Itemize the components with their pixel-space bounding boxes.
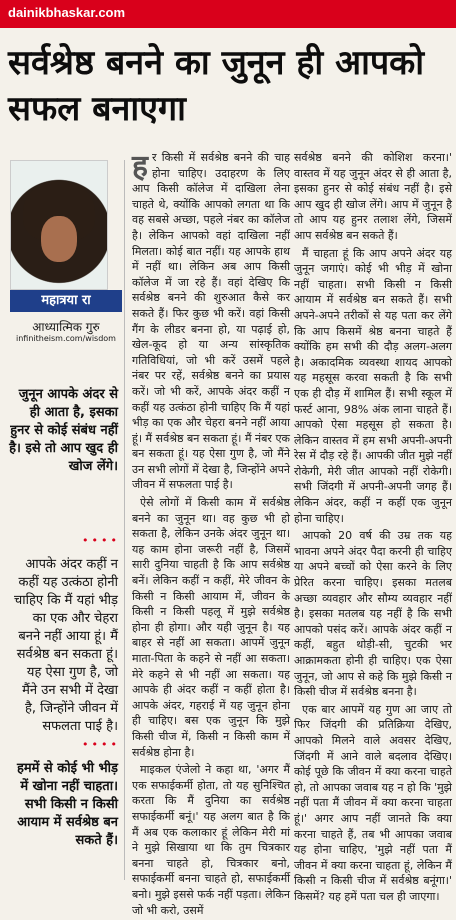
site-name[interactable]: dainikbhaskar.com <box>8 5 126 20</box>
author-face <box>41 216 77 262</box>
author-photo <box>10 160 108 290</box>
paragraph: एक बार आपमें यह गुण आ जाए तो फिर जिंदगी की प्रतिक्रिया देखिए, आपको मिलने वाले अवसर देखिए, जिंदगी में आने वाले बदलाव देखिए। कोई पूछे कि जीवन में क्या करना चाहते हो, तो आपका जवाब यह न हो कि 'मुझे नहीं पता मैं जीवन में क्या करना चाहता हूं।' अगर आप नहीं जानते कि क्या करना चाहते हैं, तब भी आपका जवाब यह होना चाहिए, 'मुझे नहीं पता मैं जीवन में क्या करना चाहता हूं, लेकिन मैं किसी न किसी चीज में सर्वश्रेष्ठ बनूंगा।' किसमें? यह हमें पता चल ही जाएगा। <box>294 702 452 903</box>
paragraph: माइकल एंजेलो ने कहा था, 'अगर मैं एक सफाईकर्मी होता, तो यह सुनिश्चित करता कि मैं दुनिया का सर्वश्रेष्ठ सफाईकर्मी बनूं।' यह अलग बात है कि मैं अब एक कलाकार हूं लेकिन मेरी मां ने मुझे सिखाया था कि तुम चित्रकार बनना चाहते हो, चित्रकार बनो, सफाईकर्मी बनना चाहते हो, सफाईकर्मी बनो। मुझे इससे फर्क नहीं पड़ता। लेकिन जो भी करो, उसमें <box>132 763 290 917</box>
paragraph: सर्वश्रेष्ठ बनने की कोशिश करना।' वास्तव में यह जुनून अंदर से ही आता है, इसका हुनर से कोई संबंध नहीं है। इसे आप खुद ही खोज लेंगे। आप में जुनून है तो आप यह हुनर तलाश लेंगे, जिसमें आप सर्वश्रेष्ठ बन सकते हैं। <box>294 151 452 242</box>
paragraph: ऐसे लोगों में किसी काम में सर्वश्रेष्ठ बनने का जुनून था। वह कुछ भी हो सकता है, लेकिन उनके अंदर जुनून था। यह काम होना जरूरी नहीं है, जिसमें सारी दुनिया चाहती है कि आप सर्वश्रेष्ठ बनें। लेकिन कहीं न कहीं, मेरे जीवन के किसी न किसी आयाम में, जीवन के किसी न किसी पहलू में मुझे सर्वश्रेष्ठ होना ही होगा। और यही जुनून है। यह बाहर से नहीं आ सकता। आपमें जुनून माता-पिता के कहने से नहीं आ सकता। मेरे कहने से भी नहीं आ सकता। यह आपके ही अंदर कहीं न कहीं होता है। आपके अंदर, गहराई में यह जुनून होना ही चाहिए। बस एक जुनून कि मुझे किसी चीज में, किसी न किसी काम में सर्वश्रेष्ठ होना है। <box>132 496 290 759</box>
article-column-1 <box>132 150 290 920</box>
column-divider <box>124 160 125 880</box>
paragraph: आपको 20 वर्ष की उम्र तक यह भावना अपने अंदर पैदा करनी ही चाहिए या अपने बच्चों को ऐसा करने के लिए प्रेरित करना चाहिए। इसका मतलब अच्छा व्यवहार और सौम्य व्यवहार नहीं है। इसका मतलब यह नहीं है कि सभी आपको पसंद करें। आपके अंदर कहीं न कहीं, बहुत थोड़ी-सी, चुटकी भर आक्रामकता होनी ही चाहिए। एक ऐसा जुनून, जो आप से कहे कि मुझे किसी न किसी चीज में सर्वश्रेष्ठ बनना है। <box>294 529 452 699</box>
author-name: महात्रया रा <box>10 290 122 312</box>
drop-cap: ह <box>132 149 148 184</box>
pull-quote-1: जुनून आपके अंदर से ही आता है, इसका हुनर से कोई संबंध नहीं है। इसे तो आप खुद ही खोज लेंगे। <box>9 387 118 474</box>
paragraph: र किसी में सर्वश्रेष्ठ बनने की चाह होना चाहिए। उदाहरण के लिए आप किसी कॉलेज में दाखिला लेना चाहते थे, क्योंकि आपको लगता था कि वह सबसे अच्छा, पहले नंबर का कॉलेज है। लेकिन आपको वहां दाखिला नहीं मिलता। कोई बात नहीं। यह आपके हाथ में नहीं था। लेकिन अब आप किसी कॉलेज में जा रहे हैं। वहां देखिए कि सर्वश्रेष्ठ बनने की शुरुआत कैसे कर सकते हैं। फिर कुछ भी करें। वहां किसी गैंग के लीडर बनना हो, या पढ़ाई हो, खेल-कूद हो या अन्य सांस्कृतिक गतिविधियां, जो भी करें उसमें पहले नंबर पर रहें, सर्वश्रेष्ठ बनने का प्रयास करें। जो भी करें, आपके अंदर कहीं न कहीं यह उत्कंठा होनी चाहिए कि मैं यहां भीड़ का एक और चेहरा बनने नहीं आया हूं। मैं सर्वश्रेष्ठ बन सकता हूं। मैं नंबर एक बन सकता हूं। यह ऐसा गुण है, जो मैंने उन सभी लोगों में देखा है, जिन्होंने अपने जीवन में सफलता पाई है। <box>132 151 290 492</box>
site-header <box>0 0 456 28</box>
separator-2: •••• <box>82 738 120 751</box>
separator-1: •••• <box>82 534 120 547</box>
pull-quote-3: हममें से कोई भी भीड़ में खोना नहीं चाहता। सभी किसी न किसी आयाम में सर्वश्रेष्ठ बन सकते हैं। <box>16 761 118 848</box>
author-website[interactable]: infinitheism.com/wisdom <box>16 334 116 343</box>
paragraph: मैं चाहता हूं कि आप अपने अंदर यह जुनून जगाएं। कोई भी भीड़ में खोना नहीं चाहता। सभी किसी न किसी आयाम में सर्वश्रेष्ठ बन सकते हैं। सभी अपने-अपने तरीकों से यह पता कर लेंगे कि आप किसमें श्रेष्ठ बनना चाहते हैं क्योंकि हम सभी की दौड़ अलग-अलग है। अकादमिक व्यवस्था शायद आपको यह महसूस करवा सकती है कि सभी एक ही दौड़ में शामिल हैं। सभी स्कूल में फर्स्ट आना, 98% अंक लाना चाहते हैं। आपको ऐसा महसूस हो सकता है। लेकिन वास्तव में हम सभी अपनी-अपनी रेस में दौड़ रहे हैं। आपकी जीत मुझे नहीं रोकेगी, मेरी जीत आपको नहीं रोकेगी। सभी जिंदगी में अपनी-अपनी जगह हैं। लेकिन अंदर, कहीं न कहीं एक जुनून होना चाहिए। <box>294 246 452 525</box>
article-column-2 <box>294 150 452 907</box>
headline: सर्वश्रेष्ठ बनने का जुनून ही आपको सफल बनाएगा <box>8 43 425 129</box>
pull-quote-2: आपके अंदर कहीं न कहीं यह उत्कंठा होनी चाहिए कि मैं यहां भीड़ का एक और चेहरा बनने नहीं आया हूं। मैं सर्वश्रेष्ठ बन सकता हूं। यह ऐसा गुण है, जो मैंने उन सभी में देखा है, जिन्होंने जीवन में सफलता पाई है। <box>13 557 118 734</box>
author-role: आध्यात्मिक गुरु <box>32 320 100 334</box>
